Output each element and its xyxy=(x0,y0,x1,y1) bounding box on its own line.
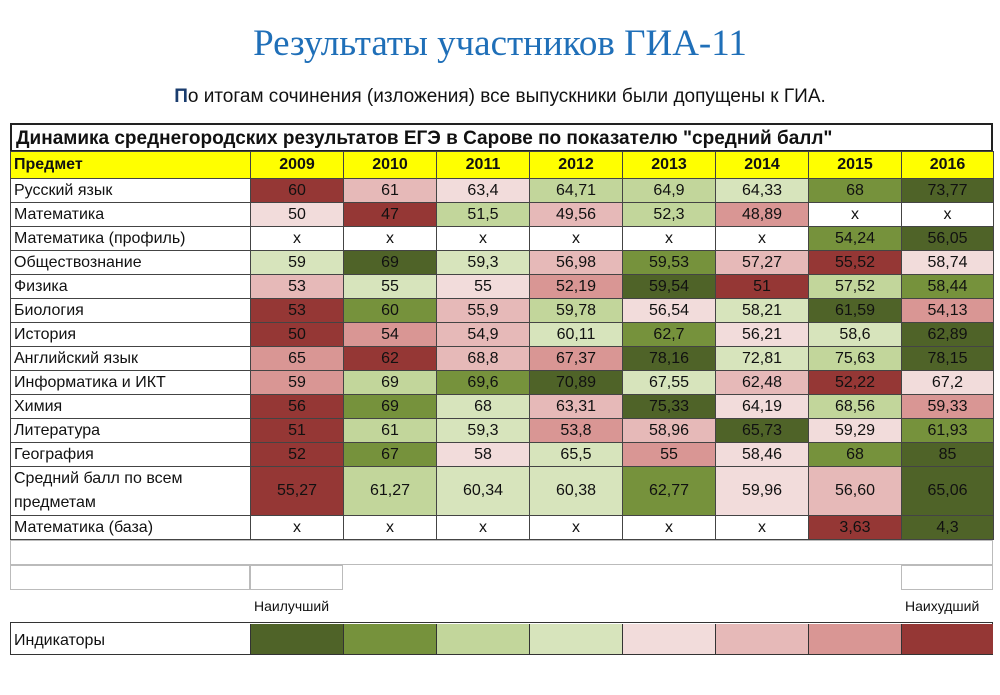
score-cell: 55 xyxy=(344,275,437,299)
score-cell: 69 xyxy=(344,251,437,275)
score-cell: 52,22 xyxy=(809,371,902,395)
score-cell: 85 xyxy=(902,443,994,467)
score-cell: 61,93 xyxy=(902,419,994,443)
subject-cell: Химия xyxy=(11,395,251,419)
score-cell: x xyxy=(437,516,530,540)
table-row xyxy=(11,227,994,251)
score-cell: 59,78 xyxy=(530,299,623,323)
score-cell: 56,98 xyxy=(530,251,623,275)
table-row xyxy=(11,395,994,419)
score-cell: 54 xyxy=(344,323,437,347)
indicator-swatch xyxy=(808,624,901,654)
score-cell: 68,8 xyxy=(437,347,530,371)
score-cell: 62,7 xyxy=(623,323,716,347)
score-cell: 59,54 xyxy=(623,275,716,299)
subject-cell: Математика (профиль) xyxy=(11,227,251,251)
score-cell: 50 xyxy=(251,203,344,227)
score-cell: 65,5 xyxy=(530,443,623,467)
subject-column-header: Предмет xyxy=(11,152,251,179)
score-cell: 54,24 xyxy=(809,227,902,251)
score-cell: 65 xyxy=(251,347,344,371)
score-cell: 59 xyxy=(251,371,344,395)
year-header: 2015 xyxy=(809,152,902,179)
subject-cell: Физика xyxy=(11,275,251,299)
score-cell: 55,9 xyxy=(437,299,530,323)
score-cell: 58,44 xyxy=(902,275,994,299)
indicator-swatch xyxy=(715,624,808,654)
score-cell: 58,74 xyxy=(902,251,994,275)
empty-row xyxy=(10,540,993,565)
score-cell: 70,89 xyxy=(530,371,623,395)
year-header: 2012 xyxy=(530,152,623,179)
year-header: 2010 xyxy=(344,152,437,179)
score-cell: 62,48 xyxy=(716,371,809,395)
score-cell: 78,15 xyxy=(902,347,994,371)
table-row xyxy=(11,516,994,540)
subject-cell: Русский язык xyxy=(11,179,251,203)
score-cell: 67 xyxy=(344,443,437,467)
score-cell: 56 xyxy=(251,395,344,419)
table-row xyxy=(11,275,994,299)
table-row xyxy=(11,179,994,203)
score-cell: 55,52 xyxy=(809,251,902,275)
table-row xyxy=(11,371,994,395)
subtitle-text: о итогам сочинения (изложения) все выпускники были допущены к ГИА. xyxy=(187,86,826,107)
score-cell: 68 xyxy=(437,395,530,419)
subject-cell: Биология xyxy=(11,299,251,323)
score-cell: 4,3 xyxy=(902,516,994,540)
score-cell: 59 xyxy=(251,251,344,275)
score-cell: 72,81 xyxy=(716,347,809,371)
score-cell: 59,3 xyxy=(437,419,530,443)
score-cell: x xyxy=(716,227,809,251)
indicator-swatch xyxy=(436,624,529,654)
score-cell: 50 xyxy=(251,323,344,347)
year-header: 2009 xyxy=(251,152,344,179)
score-cell: x xyxy=(344,516,437,540)
table-row xyxy=(11,299,994,323)
score-cell: 54,13 xyxy=(902,299,994,323)
score-cell: 57,27 xyxy=(716,251,809,275)
subject-cell: История xyxy=(11,323,251,347)
table-row xyxy=(11,443,994,467)
score-cell: 60 xyxy=(344,299,437,323)
score-cell: 47 xyxy=(344,203,437,227)
table-row xyxy=(11,203,994,227)
score-cell: 69 xyxy=(344,395,437,419)
score-cell: 68 xyxy=(809,443,902,467)
empty-cell xyxy=(10,565,250,590)
score-cell: 61 xyxy=(344,419,437,443)
score-cell: 62,89 xyxy=(902,323,994,347)
score-cell: x xyxy=(251,227,344,251)
score-cell: x xyxy=(623,516,716,540)
results-sheet xyxy=(10,123,993,655)
results-table-body xyxy=(11,152,994,540)
indicator-swatch xyxy=(622,624,715,654)
table-row xyxy=(11,323,994,347)
score-cell: 64,71 xyxy=(530,179,623,203)
score-cell: 56,21 xyxy=(716,323,809,347)
score-cell: 58,6 xyxy=(809,323,902,347)
score-cell: 61,27 xyxy=(344,467,437,516)
score-cell: 60 xyxy=(251,179,344,203)
score-cell: 56,60 xyxy=(809,467,902,516)
score-cell: x xyxy=(344,227,437,251)
score-cell: 64,33 xyxy=(716,179,809,203)
indicator-swatch xyxy=(529,624,622,654)
score-cell: 53 xyxy=(251,275,344,299)
score-cell: x xyxy=(623,227,716,251)
subject-cell: Математика xyxy=(11,203,251,227)
indicators-row xyxy=(10,622,993,655)
year-header: 2016 xyxy=(902,152,994,179)
score-cell: 51,5 xyxy=(437,203,530,227)
score-cell: x xyxy=(716,516,809,540)
best-label: Наилучший xyxy=(254,598,330,614)
score-cell: 59,29 xyxy=(809,419,902,443)
indicator-swatch xyxy=(343,624,436,654)
score-cell: 51 xyxy=(716,275,809,299)
score-cell: 53 xyxy=(251,299,344,323)
subject-cell: Литература xyxy=(11,419,251,443)
legend-area xyxy=(10,540,993,655)
score-cell: 67,2 xyxy=(902,371,994,395)
score-cell: 54,9 xyxy=(437,323,530,347)
subject-cell: Информатика и ИКТ xyxy=(11,371,251,395)
score-cell: x xyxy=(530,516,623,540)
score-cell: 52,19 xyxy=(530,275,623,299)
score-cell: 62,77 xyxy=(623,467,716,516)
score-cell: 68,56 xyxy=(809,395,902,419)
indicator-swatch xyxy=(901,624,993,654)
score-cell: x xyxy=(809,203,902,227)
subtitle-initial: П xyxy=(174,86,188,107)
score-cell: 64,9 xyxy=(623,179,716,203)
score-cell: 65,06 xyxy=(902,467,994,516)
score-cell: 69,6 xyxy=(437,371,530,395)
score-cell: 75,63 xyxy=(809,347,902,371)
score-cell: 61 xyxy=(344,179,437,203)
score-cell: 3,63 xyxy=(809,516,902,540)
score-cell: 73,77 xyxy=(902,179,994,203)
subject-cell: Средний балл по всем предметам xyxy=(11,467,251,516)
score-cell: 48,89 xyxy=(716,203,809,227)
score-cell: 63,31 xyxy=(530,395,623,419)
subject-cell: Английский язык xyxy=(11,347,251,371)
score-cell: 60,34 xyxy=(437,467,530,516)
subject-cell: Обществознание xyxy=(11,251,251,275)
year-header: 2013 xyxy=(623,152,716,179)
year-header: 2014 xyxy=(716,152,809,179)
score-cell: 60,11 xyxy=(530,323,623,347)
score-cell: 58,96 xyxy=(623,419,716,443)
score-cell: 52 xyxy=(251,443,344,467)
score-cell: 59,96 xyxy=(716,467,809,516)
score-cell: 59,53 xyxy=(623,251,716,275)
table-row xyxy=(11,251,994,275)
worst-label: Наихудший xyxy=(905,598,980,614)
empty-cell xyxy=(901,565,993,590)
empty-cell xyxy=(250,565,343,590)
subject-cell: Математика (база) xyxy=(11,516,251,540)
score-cell: x xyxy=(251,516,344,540)
table-row xyxy=(11,347,994,371)
table-row xyxy=(11,467,994,516)
score-cell: 67,37 xyxy=(530,347,623,371)
page-subtitle xyxy=(0,86,1000,108)
score-cell: 55,27 xyxy=(251,467,344,516)
page-title: Результаты участников ГИА-11 xyxy=(253,23,747,64)
score-cell: 55 xyxy=(437,275,530,299)
table-caption: Динамика среднегородских результатов ЕГЭ в Сарове по показателю "средний балл" xyxy=(10,123,993,151)
score-cell: 58 xyxy=(437,443,530,467)
score-cell: 52,3 xyxy=(623,203,716,227)
score-cell: 58,46 xyxy=(716,443,809,467)
score-cell: 53,8 xyxy=(530,419,623,443)
results-table xyxy=(10,151,994,540)
table-header-row xyxy=(11,152,994,179)
score-cell: 65,73 xyxy=(716,419,809,443)
indicators-label: Индикаторы xyxy=(14,632,105,649)
score-cell: 63,4 xyxy=(437,179,530,203)
score-cell: 64,19 xyxy=(716,395,809,419)
score-cell: 56,54 xyxy=(623,299,716,323)
score-cell: 75,33 xyxy=(623,395,716,419)
indicator-swatch xyxy=(250,624,343,654)
score-cell: 51 xyxy=(251,419,344,443)
score-cell: 56,05 xyxy=(902,227,994,251)
score-cell: 62 xyxy=(344,347,437,371)
score-cell: 60,38 xyxy=(530,467,623,516)
score-cell: 59,33 xyxy=(902,395,994,419)
score-cell: 68 xyxy=(809,179,902,203)
score-cell: 67,55 xyxy=(623,371,716,395)
score-cell: 49,56 xyxy=(530,203,623,227)
score-cell: x xyxy=(530,227,623,251)
score-cell: 58,21 xyxy=(716,299,809,323)
score-cell: 69 xyxy=(344,371,437,395)
score-cell: 57,52 xyxy=(809,275,902,299)
table-row xyxy=(11,419,994,443)
score-cell: 61,59 xyxy=(809,299,902,323)
score-cell: 78,16 xyxy=(623,347,716,371)
score-cell: 59,3 xyxy=(437,251,530,275)
year-header: 2011 xyxy=(437,152,530,179)
score-cell: x xyxy=(902,203,994,227)
subject-cell: География xyxy=(11,443,251,467)
score-cell: 55 xyxy=(623,443,716,467)
score-cell: x xyxy=(437,227,530,251)
